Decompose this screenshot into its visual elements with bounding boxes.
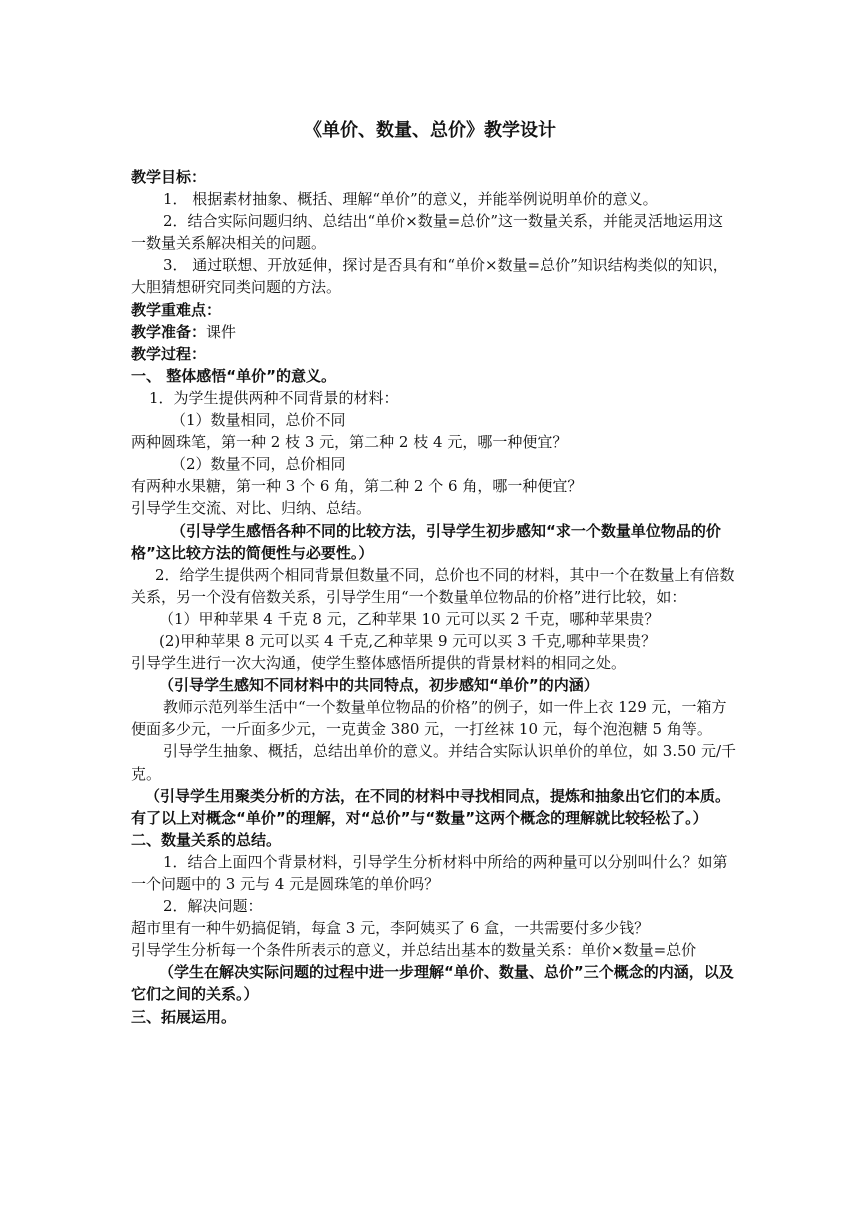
section-3-heading: 三、拓展运用。 xyxy=(131,1007,237,1026)
heading-process: 教学过程： xyxy=(131,344,207,363)
objective-1: 1． 根据素材抽象、概括、理解“单价”的意义，并能举例说明单价的意义。 xyxy=(163,190,658,209)
objective-3: 3． 通过联想、开放延伸，探讨是否具有和“单价×数量=总价”知识结构类似的知识，大胆猜想研究同类问题的方法。 xyxy=(131,256,728,297)
preparation-line xyxy=(131,321,737,343)
section-2-item-2: 2．解决问题： xyxy=(163,897,263,916)
section-2-heading: 二、数量关系的总结。 xyxy=(131,830,282,849)
preparation-value: 课件 xyxy=(206,322,237,341)
case-2-label: （2）数量不同，总价相同 xyxy=(171,455,346,474)
heading-preparation: 教学准备： xyxy=(131,322,207,341)
teacher-examples: 教师示范列举生活中“一个数量单位物品的价格”的例子，如一件上衣 129 元，一箱方便面多少元，一斤面多少元，一克黄金 380 元，一打丝袜 10 元，每个泡泡糖 5 角等。 xyxy=(131,698,727,739)
note-1: （引导学生感悟各种不同的比较方法，引导学生初步感知“求一个数量单位物品的价格”这比较方法的简便性与必要性。） xyxy=(131,521,721,562)
apple-case-1: （1）甲种苹果 4 千克 8 元，乙种苹果 10 元可以买 2 千克，哪种苹果贵？ xyxy=(159,609,660,628)
section-1-heading: 一、 整体感悟“单价”的意义。 xyxy=(131,366,336,385)
case-1-text: 两种圆珠笔，第一种 2 枝 3 元，第二种 2 枝 4 元，哪一种便宜？ xyxy=(131,433,568,452)
apple-case-2: (2)甲种苹果 8 元可以买 4 千克,乙种苹果 9 元可以买 3 千克,哪种苹果贵？ xyxy=(159,631,657,650)
document-title: 《单价、数量、总价》教学设计 xyxy=(304,120,556,141)
guide-summary: 引导学生交流、对比、归纳、总结。 xyxy=(131,499,372,518)
guide-relation: 引导学生分析每一个条件所表示的意义，并总结出基本的数量关系：单价×数量=总价 xyxy=(131,941,697,960)
guide-communicate: 引导学生进行一次大沟通，使学生整体感悟所提供的背景材料的相同之处。 xyxy=(131,654,627,673)
milk-problem: 超市里有一种牛奶搞促销，每盒 3 元，李阿姨买了 6 盒，一共需要付多少钱？ xyxy=(131,919,650,938)
section-2-item-1: 1．结合上面四个背景材料，引导学生分析材料中所给的两种量可以分别叫什么？如第一个问题中的 3 元与 4 元是圆珠笔的单价吗？ xyxy=(131,852,728,893)
heading-objectives: 教学目标： xyxy=(131,168,207,186)
case-2-text: 有两种水果糖，第一种 3 个 6 角，第二种 2 个 6 角，哪一种便宜？ xyxy=(131,477,583,496)
item-2-intro: 2．给学生提供两个相同背景但数量不同，总价也不同的材料，其中一个在数量上有倍数关系，另一个没有倍数关系，引导学生用“一个数量单位物品的价格”进行比较，如： xyxy=(131,565,735,606)
guide-abstract: 引导学生抽象、概括，总结出单价的意义。并结合实际认识单价的单位，如 3.50 元/千克。 xyxy=(131,742,736,783)
note-3: （引导学生用聚类分析的方法，在不同的材料中寻找相同点，提炼和抽象出它们的本质。有了以上对概念“单价”的理解，对“总价”与“数量”这两个概念的理解就比较轻松了。） xyxy=(131,786,731,827)
objective-2: 2．结合实际问题归纳、总结出“单价×数量=总价”这一数量关系，并能灵活地运用这一数量关系解决相关的问题。 xyxy=(131,212,724,253)
document-body xyxy=(131,166,737,1028)
note-2: （引导学生感知不同材料中的共同特点，初步感知“单价”的内涵） xyxy=(159,676,599,695)
case-1-label: （1）数量相同，总价不同 xyxy=(171,411,346,430)
heading-key-points: 教学重难点： xyxy=(131,300,222,319)
item-1-intro: 1．为学生提供两种不同背景的材料： xyxy=(149,388,399,407)
note-4: （学生在解决实际问题的过程中进一步理解“单价、数量、总价”三个概念的内涵，以及它们之间的关系。） xyxy=(131,963,734,1004)
